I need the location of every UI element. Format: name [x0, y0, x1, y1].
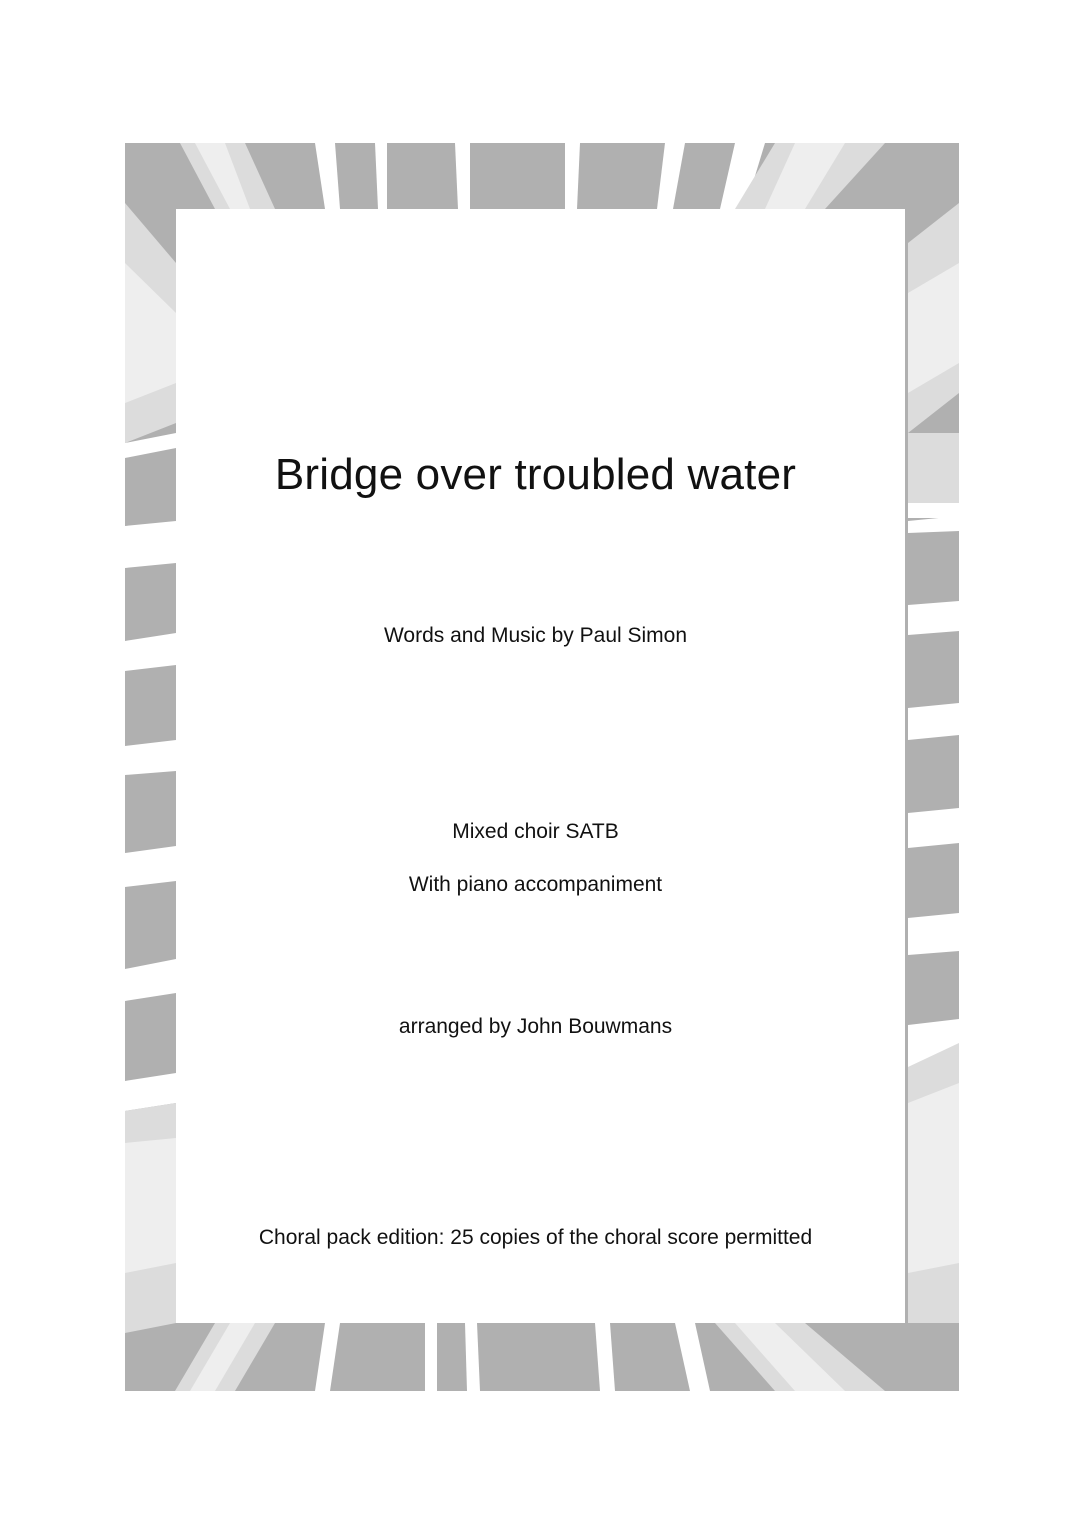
voicing-text: Mixed choir SATB [452, 820, 619, 843]
cover-content-area [176, 209, 905, 1323]
arranger-credit: arranged by John Bouwmans [398, 1015, 673, 1038]
right-edge-pattern [908, 203, 959, 1323]
left-edge-pattern [125, 203, 176, 1333]
edition-note: Choral pack edition: 25 copies of the choral score permitted [258, 1226, 813, 1249]
accompaniment-text: With piano accompaniment [408, 873, 663, 896]
top-edge-pattern [180, 143, 885, 209]
page-title: Bridge over troubled water [274, 450, 797, 499]
composer-credit: Words and Music by Paul Simon [383, 624, 688, 647]
bottom-edge-pattern [175, 1323, 885, 1391]
